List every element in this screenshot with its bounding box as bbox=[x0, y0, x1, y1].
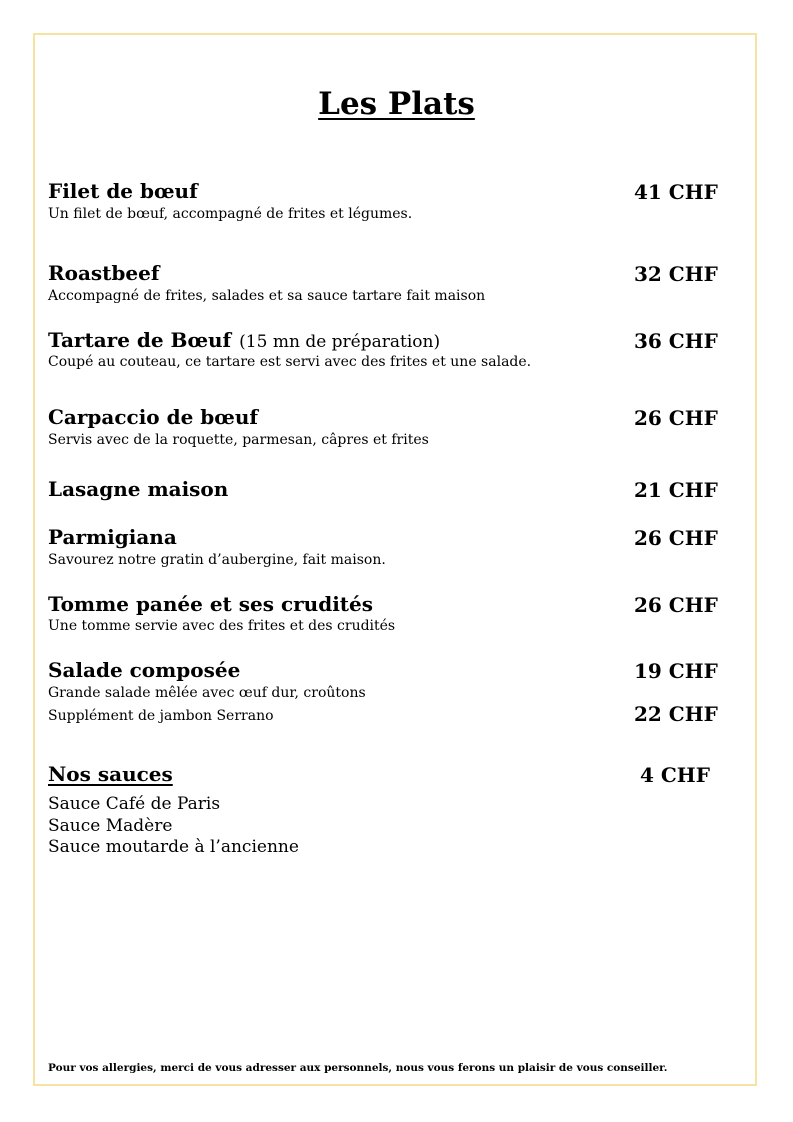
dish-name-tomme-panee: Tomme panée et ses crudités bbox=[48, 592, 374, 616]
sauces-list bbox=[48, 794, 299, 859]
dish-name-lasagne: Lasagne maison bbox=[48, 477, 229, 501]
dish-desc-carpaccio: Servis avec de la roquette, parmesan, câpres et frites bbox=[48, 432, 429, 448]
dish-desc-parmigiana: Savourez notre gratin d’aubergine, fait maison. bbox=[48, 552, 386, 568]
dish-note-tartare: (15 mn de préparation) bbox=[239, 332, 441, 352]
allergy-notice: Pour vos allergies, merci de vous adresser aux personnels, nous vous ferons un plaisir de vous conseiller. bbox=[48, 1062, 668, 1074]
dish-name-carpaccio: Carpaccio de bœuf bbox=[48, 405, 258, 429]
supplement-label: Supplément de jambon Serrano bbox=[48, 708, 274, 724]
sauces-heading: Nos sauces bbox=[48, 762, 173, 786]
sauce-item: Sauce moutarde à l’ancienne bbox=[48, 837, 299, 857]
dish-name-filet-de-boeuf: Filet de bœuf bbox=[48, 179, 198, 203]
dish-price-parmigiana: 26 CHF bbox=[634, 526, 718, 550]
dish-price-roastbeef: 32 CHF bbox=[634, 262, 718, 286]
dish-price-lasagne: 21 CHF bbox=[634, 478, 718, 502]
dish-price-salade-composee: 19 CHF bbox=[634, 659, 718, 683]
dish-price-carpaccio: 26 CHF bbox=[634, 406, 718, 430]
dish-name-roastbeef: Roastbeef bbox=[48, 261, 160, 285]
supplement-price: 22 CHF bbox=[634, 702, 718, 726]
dish-name-tartare-de-boeuf bbox=[48, 328, 440, 352]
dish-name-parmigiana: Parmigiana bbox=[48, 525, 177, 549]
dish-price-tomme-panee: 26 CHF bbox=[634, 593, 718, 617]
dish-desc-tartare-de-boeuf: Coupé au couteau, ce tartare est servi avec des frites et une salade. bbox=[48, 354, 532, 370]
dish-price-filet-de-boeuf: 41 CHF bbox=[634, 180, 718, 204]
sauces-price: 4 CHF bbox=[640, 763, 710, 787]
dish-title-tartare: Tartare de Bœuf bbox=[48, 328, 232, 352]
dish-name-salade-composee: Salade composée bbox=[48, 658, 241, 682]
sauce-item: Sauce Madère bbox=[48, 815, 173, 836]
sauce-item: Sauce Café de Paris bbox=[48, 794, 221, 814]
dish-desc-filet-de-boeuf: Un filet de bœuf, accompagné de frites et légumes. bbox=[48, 206, 413, 222]
page-title: Les Plats bbox=[318, 86, 475, 122]
dish-price-tartare-de-boeuf: 36 CHF bbox=[634, 329, 718, 353]
dish-desc-roastbeef: Accompagné de frites, salades et sa sauce tartare fait maison bbox=[48, 288, 486, 304]
dish-desc-tomme-panee: Une tomme servie avec des frites et des crudités bbox=[48, 618, 396, 634]
dish-desc-salade-composee: Grande salade mêlée avec œuf dur, croûtons bbox=[48, 685, 366, 701]
